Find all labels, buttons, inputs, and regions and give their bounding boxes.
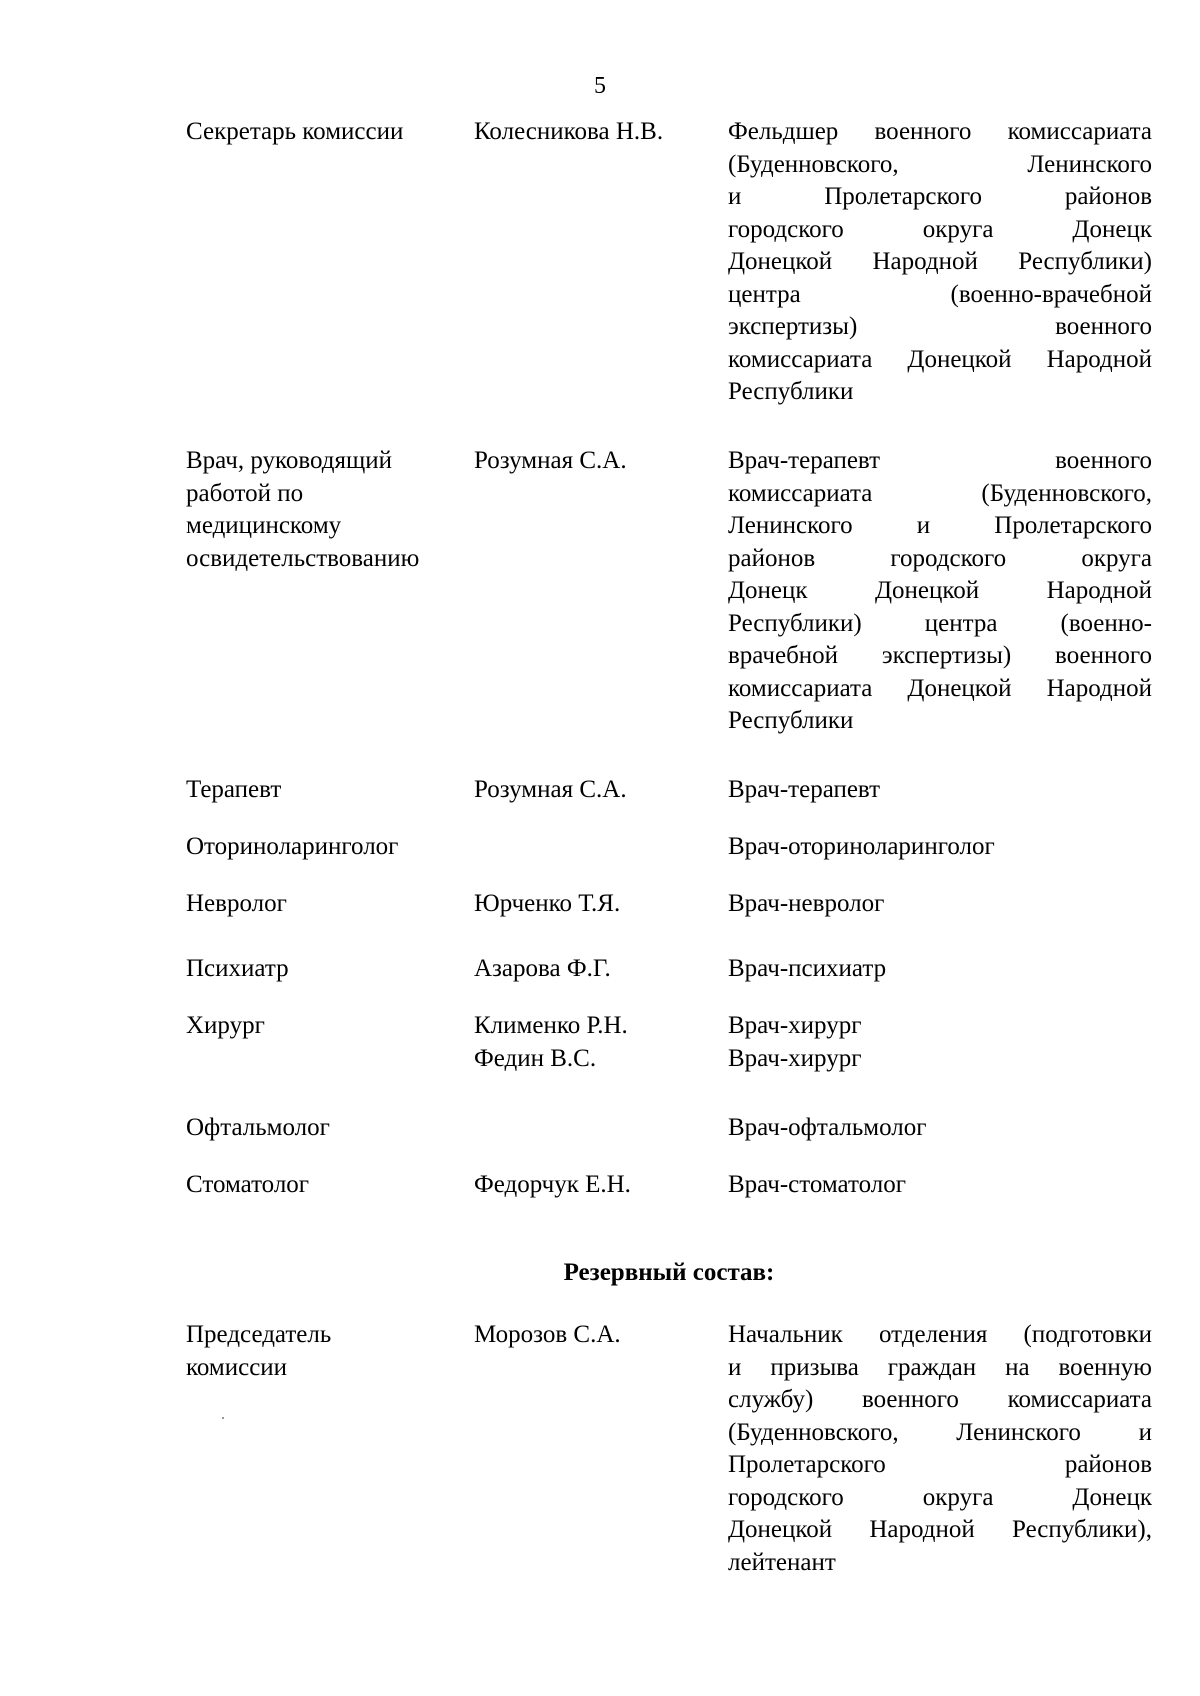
name-cell [474,1010,714,1075]
description-line: врачебной экспертизы) военного [728,642,1152,669]
name-line: Федин В.С. [474,1044,597,1072]
description-cell [728,831,1152,864]
description-line: комиссариата Донецкой Народной [728,674,1152,702]
description-line: и призыва граждан на военную [728,1353,1152,1381]
name-cell [474,774,714,807]
role-line: Врач, руководящий [186,447,393,474]
description-line: лейтенант [728,1548,836,1576]
role-line: комиссии [186,1353,288,1381]
name-line: Юрченко Т.Я. [474,890,621,917]
role-cell [186,116,456,149]
description-line: Врач-хирург [728,1044,862,1072]
name-cell [474,116,714,149]
role-line: Оториноларинголог [186,833,399,860]
role-line: Хирург [186,1012,265,1039]
description-line: Донецкой Народной Республики) [728,248,1152,275]
description-cell [728,1010,1152,1075]
role-line: Офтальмолог [186,1114,330,1141]
description-line: комиссариата Донецкой Народной [728,345,1152,373]
description-cell [728,445,1152,738]
page-number: 5 [594,73,606,99]
name-line: Розумная С.А. [474,776,627,803]
description-cell [728,1319,1152,1579]
role-line: Стоматолог [186,1171,310,1198]
role-cell [186,1169,456,1202]
description-line: Ленинского и Пролетарского [728,512,1152,539]
name-line: Морозов С.А. [474,1321,621,1348]
description-line: Врач-невролог [728,890,885,917]
role-cell [186,1112,456,1145]
description-cell [728,1169,1152,1202]
role-line: освидетельствованию [186,544,420,572]
description-line: центра (военно-врачебной [728,280,1152,308]
description-line: Республики [728,378,854,405]
description-line: Пролетарского районов [728,1451,1152,1478]
role-line: Невролог [186,890,287,917]
description-line: Начальник отделения (подготовки [728,1321,1152,1348]
role-line: Психиатр [186,955,289,982]
description-cell [728,1112,1152,1145]
role-cell [186,953,456,986]
role-cell [186,1010,456,1043]
role-line: работой по [186,479,304,507]
description-line: Врач-офтальмолог [728,1114,927,1141]
role-cell [186,888,456,921]
description-line: Врач-стоматолог [728,1171,906,1198]
description-line: экспертизы) военного [728,313,1152,340]
name-line: Розумная С.А. [474,447,627,474]
description-line: Фельдшер военного комиссариата [728,118,1152,145]
role-cell [186,445,456,575]
role-cell [186,831,456,864]
description-line: Врач-хирург [728,1012,862,1039]
scan-speck [222,1417,224,1419]
description-line: Республики [728,707,854,734]
role-line: Секретарь комиссии [186,118,404,145]
description-cell [728,116,1152,409]
description-line: городского округа Донецк [728,215,1152,243]
description-line: (Буденновского, Ленинского [728,150,1152,178]
description-line: Врач-психиатр [728,955,887,982]
name-line: Азарова Ф.Г. [474,955,611,982]
description-line: службу) военного комиссариата [728,1386,1152,1413]
role-line: Председатель [186,1321,332,1348]
description-line: городского округа Донецк [728,1483,1152,1511]
description-line: и Пролетарского районов [728,183,1152,210]
description-line: Республики) центра (военно- [728,609,1152,637]
name-cell [474,1169,714,1202]
role-cell [186,1319,456,1384]
description-line: (Буденновского, Ленинского и [728,1418,1152,1446]
description-line: Донецк Донецкой Народной [728,577,1152,604]
description-cell [728,953,1152,986]
reserve-heading: Резервный состав: [563,1259,775,1286]
name-line: Клименко Р.Н. [474,1012,628,1039]
description-line: комиссариата (Буденновского, [728,479,1152,507]
name-line: Федорчук Е.Н. [474,1171,631,1198]
description-line: Врач-терапевт [728,776,881,803]
role-line: медицинскому [186,512,342,539]
description-cell [728,774,1152,807]
description-line: Врач-терапевт военного [728,447,1152,474]
description-line: районов городского округа [728,544,1152,572]
name-cell [474,1319,714,1352]
name-cell [474,445,714,478]
description-line: Врач-оториноларинголог [728,833,995,860]
role-line: Терапевт [186,776,282,803]
description-cell [728,888,1152,921]
name-line: Колесникова Н.В. [474,118,664,145]
name-cell [474,888,714,921]
description-line: Донецкой Народной Республики), [728,1516,1152,1543]
role-cell [186,774,456,807]
name-cell [474,953,714,986]
